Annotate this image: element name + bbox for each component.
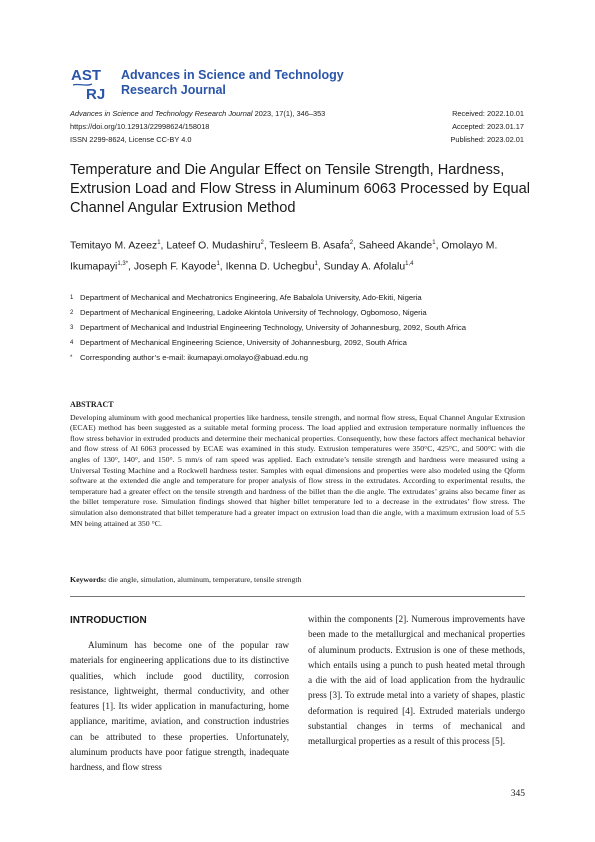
affiliation-item bbox=[70, 352, 530, 364]
affiliation-text: Department of Mechanical Engineering, Ladoke Akintola University of Technology, Ogbomoso, Nigeria bbox=[80, 308, 427, 317]
affiliation-marker: 4 bbox=[70, 340, 74, 346]
affiliation-text: Department of Mechanical and Industrial Engineering Technology, University of Johannesburg, 2092, South Africa bbox=[80, 323, 467, 332]
affiliation-list bbox=[70, 292, 530, 367]
author-name: Lateef O. Mudashiru bbox=[166, 240, 261, 252]
author-separator: , bbox=[435, 240, 442, 252]
keywords-label: Keywords: bbox=[70, 575, 107, 584]
author-affiliation-marker: 1,4 bbox=[405, 261, 414, 268]
logo-text-bottom: RJ bbox=[86, 86, 106, 102]
author-separator: , bbox=[317, 261, 324, 273]
author-list bbox=[70, 234, 540, 277]
affiliation-text: Department of Mechanical and Mechatronics Engineering, Afe Babalola University, Ado-Ekiti, Nigeria bbox=[80, 293, 422, 302]
introduction-paragraph-left: Aluminum has become one of the popular raw materials for engineering applications due to its distinctive qualities, which include good ductility, corrosion resistance, lightweight, thermal conductivity, and other features [1]. Its wider application in manufacturing, home appliance, maritime, aviation, and construction industries can be attributed to these properties. Unfortunately, aluminum products have poor fatigue strength, inadequate hardness, and flow stress bbox=[70, 640, 289, 773]
doi-link[interactable]: https://doi.org/10.12913/22998624/158018 bbox=[70, 122, 210, 131]
journal-name bbox=[121, 68, 344, 98]
author-name: Ikenna D. Uchegbu bbox=[225, 261, 315, 273]
abstract-text: Developing aluminum with good mechanical properties like hardness, tensile strength, and normal flow stress, Equal Channel Angular Extrusion (ECAE) method has been suggested as a suitable metal forming process. The load applied and extrusion temperature normally influences the flow stress behavior in extruded products and determine their mechanical properties. Consequently, how these factors affect mechanical behavior and flow stress of Al 6063 processed by ECAE was examined in this study. Extrusion temperatures were 350°C, 425°C, and 500°C with die angles of 130°, 140°, and 150°. 5 mm/s of ram speed was applied. Each extrudate’s tensile strength and hardness were measured using a Universal Testing Machine and a Rockwell hardness tester. Samples with equal dimensions and properties were also modeled using the Qform software at the extended die angle and temperature for proper analysis of flow stress in the extrudates. According to experimental results, the temperature had a greater effect on the tensile strength and hardness of the billet than the die angle. The extrudates’ grains also became finer as the billet temperature rose. Simulation findings showed that higher billet temperature led to a decrease in the extrudates’ flow stress. The simulation also demonstrated that billet temperature had a greater impact on extrusion load than die angle, with a maximum extrusion load of 5.5 MN being attained at 350 °C. bbox=[70, 412, 525, 528]
published-date: Published: 2023.02.01 bbox=[450, 135, 524, 144]
author-affiliation-marker: 2 bbox=[260, 240, 264, 246]
journal-name-line2: Research Journal bbox=[121, 83, 226, 97]
author-name: Omolayo M. Ikumapayi bbox=[70, 240, 498, 273]
affiliation-text: Corresponding author’s e-mail: ikumapayi.omolayo@abuad.edu.ng bbox=[80, 353, 309, 362]
affiliation-marker: 3 bbox=[70, 325, 74, 331]
author-affiliation-marker: 1 bbox=[314, 261, 318, 268]
section-divider bbox=[70, 596, 525, 597]
citation-block bbox=[70, 107, 325, 146]
affiliation-item bbox=[70, 337, 530, 349]
keywords-text: die angle, simulation, aluminum, temperature, tensile strength bbox=[106, 575, 302, 584]
logo-text-top: AST bbox=[71, 67, 101, 84]
author-separator: , bbox=[128, 261, 134, 273]
introduction-column-right bbox=[308, 612, 525, 750]
citation-journal-title: Advances in Science and Technology Research Journal bbox=[70, 109, 253, 118]
accepted-date: Accepted: 2023.01.17 bbox=[452, 122, 524, 131]
author-name: Tesleem B. Asafa bbox=[269, 240, 350, 252]
affiliation-text: Department of Mechanical Engineering Science, University of Johannesburg, 2092, South Africa bbox=[80, 338, 407, 347]
author-separator: , bbox=[160, 240, 167, 252]
introduction-column-left bbox=[70, 638, 289, 776]
affiliation-marker: 1 bbox=[70, 295, 74, 301]
affiliation-item bbox=[70, 307, 530, 319]
affiliation-marker: * bbox=[70, 355, 73, 361]
author-affiliation-marker: 1 bbox=[157, 240, 161, 246]
issn-license: ISSN 2299-8624, License CC-BY 4.0 bbox=[70, 135, 192, 144]
journal-logo bbox=[70, 66, 112, 102]
keywords-line bbox=[70, 575, 525, 585]
author-name: Sunday A. Afolalu bbox=[323, 261, 406, 273]
author-separator: , bbox=[353, 240, 359, 252]
paper-title: Temperature and Die Angular Effect on Tensile Strength, Hardness, Extrusion Load and Flow Stress in Aluminum 6063 Processed by Equal Channel Angular Extrusion Method bbox=[70, 162, 530, 216]
author-name: Saheed Akande bbox=[358, 240, 433, 252]
author-affiliation-marker: 1 bbox=[432, 240, 436, 246]
author-affiliation-marker: 1,3* bbox=[117, 261, 129, 268]
author-name: Joseph F. Kayode bbox=[133, 261, 217, 273]
received-date: Received: 2022.10.01 bbox=[452, 109, 524, 118]
page-number: 345 bbox=[510, 789, 525, 799]
author-separator: , bbox=[219, 261, 226, 273]
abstract-heading: ABSTRACT bbox=[70, 400, 114, 409]
affiliation-item bbox=[70, 292, 530, 304]
citation-volume: 2023, 17(1), 346–353 bbox=[252, 109, 326, 118]
dates-block bbox=[450, 107, 524, 146]
abstract-section bbox=[70, 400, 525, 529]
journal-name-line1: Advances in Science and Technology bbox=[121, 68, 344, 82]
author-affiliation-marker: 1 bbox=[216, 261, 220, 268]
author-name: Temitayo M. Azeez bbox=[70, 240, 158, 252]
author-separator: , bbox=[263, 240, 270, 252]
author-affiliation-marker: 2 bbox=[349, 240, 354, 246]
affiliation-marker: 2 bbox=[70, 310, 74, 316]
introduction-paragraph-right: within the components [2]. Numerous improvements have been made to the metallurgical and mechanical properties of aluminum products. Extrusion is one of these methods, which entails using a punch to push heated metal through a die with the aid of load application from the hydraulic press [3]. To extrude metal into a variety of shapes, plastic deformation is required [4]. Extruded materials undergo substantial changes in terms of mechanical and metallurgical properties as a result of this process [5]. bbox=[308, 614, 525, 747]
affiliation-item bbox=[70, 322, 530, 334]
introduction-heading: INTRODUCTION bbox=[70, 615, 147, 626]
